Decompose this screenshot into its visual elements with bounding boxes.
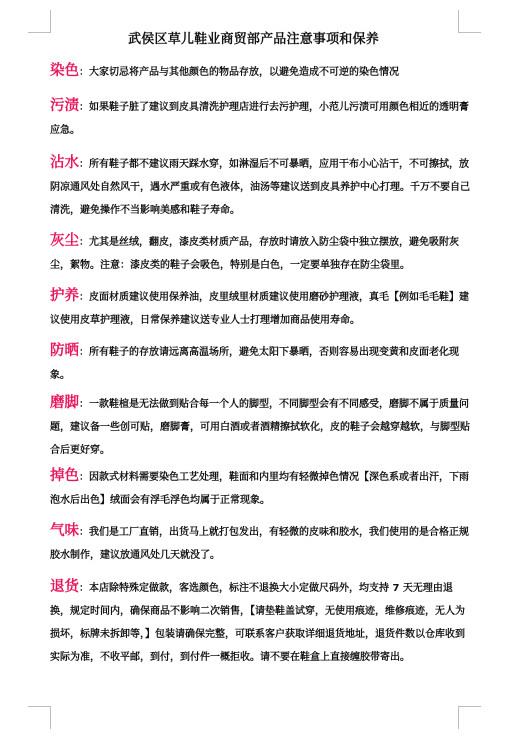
section-text: 所有鞋子的存放请远离高温场所，避免太阳下暴晒，否则容易出现变黄和皮面老化现象。 [50, 347, 459, 381]
section-heading: 防晒 [50, 343, 79, 359]
section-text: 所有鞋子都不建议雨天踩水穿，如淋湿后不可暴晒，应用干布小心沾干，不可擦拭，放阴凉通风处自然风干，遇水严重或有色液体，油汤等建议送到皮具养护中心打理。千万不要自己清洗，避免操作不当影响美感和鞋子寿命。 [50, 159, 470, 216]
crop-mark-bottom-left [28, 706, 51, 729]
section-colon: ： [79, 472, 89, 483]
section-colon: ： [79, 102, 89, 113]
section-dust [50, 230, 470, 277]
section-heading: 掉色 [50, 468, 79, 484]
section-text: 我们是工厂直销，出货马上就打包发出，有轻微的皮味和胶水，我们使用的是合格正规胶水制作，建议放通风处几天就没了。 [50, 527, 469, 561]
section-rubbing [50, 392, 470, 462]
section-colon: ： [79, 527, 89, 538]
section-sun [50, 340, 470, 387]
section-heading: 护养 [50, 288, 79, 304]
section-colon: ： [79, 399, 89, 410]
section-colon: ： [79, 67, 89, 78]
section-heading: 沾水 [50, 155, 79, 171]
section-colon: ： [79, 237, 89, 248]
section-returns [50, 576, 470, 669]
section-colon: ： [79, 159, 89, 170]
section-text: 本店除特殊定做款，客选颜色，标注不退换大小定做尺码外，均支持 7 天无理由退换，规定时间内，确保商品不影响二次销售，【请垫鞋盖试穿，无使用痕迹，维修痕迹，无人为损坏，标牌未拆卸等，】包装请确保完整，可联系客户获取详细退货地址，退货件数以仓库收到实际为准，不收平邮，到付，到付件一概拒收。请不要在鞋盒上直接缠胶带寄出。 [50, 583, 465, 663]
section-colon: ： [79, 347, 89, 358]
section-text: 大家切忌将产品与其他颜色的物品存放，以避免造成不可逆的染色情况 [89, 67, 399, 78]
section-heading: 染色 [50, 63, 79, 79]
section-text: 一款鞋楦是无法做到贴合每一个人的脚型，不同脚型会有不同感受，磨脚不属于质量问题，建议备一些创可贴，磨脚膏，可用白酒或者酒精擦拭软化，皮的鞋子会越穿越软，与脚型贴合后更好穿。 [50, 399, 470, 456]
page-title: 武侯区草儿鞋业商贸部产品注意事项和保养 [128, 32, 379, 47]
crop-mark-bottom-right [458, 706, 481, 729]
section-colon: ： [79, 583, 89, 594]
section-colon: ： [79, 292, 89, 303]
section-heading: 污渍 [50, 98, 79, 114]
section-fading [50, 465, 470, 512]
section-text: 尤其是丝绒，翻皮，漆皮类材质产品，存放时请放入防尘袋中独立摆放，避免吸附灰尘，絮物。注意：漆皮类的鞋子会吸色，特别是白色，一定要单独存在防尘袋里。 [50, 237, 459, 271]
section-heading: 灰尘 [50, 233, 79, 249]
section-text: 如果鞋子脏了建议到皮具清洗护理店进行去污护理，小范儿污渍可用颜色相近的透明膏应急。 [50, 102, 469, 136]
section-water [50, 152, 470, 222]
section-stains [50, 95, 470, 142]
section-heading: 退货 [50, 579, 79, 595]
section-text: 皮面材质建议使用保养油，皮里绒里材质建议使用磨砂护理液，真毛【例如毛毛鞋】建议使用皮草护理液，日常保养建议送专业人士打理增加商品使用寿命。 [50, 292, 469, 326]
section-heading: 气味 [50, 523, 79, 539]
section-text: 因款式材料需要染色工艺处理，鞋面和内里均有轻微掉色情况【深色系或者出汗，下雨泡水后出色】绒面会有浮毛浮色均属于正常现象。 [50, 472, 469, 506]
section-heading: 磨脚 [50, 395, 79, 411]
section-dyeing [50, 60, 470, 84]
section-care [50, 285, 470, 332]
section-odor [50, 520, 470, 567]
